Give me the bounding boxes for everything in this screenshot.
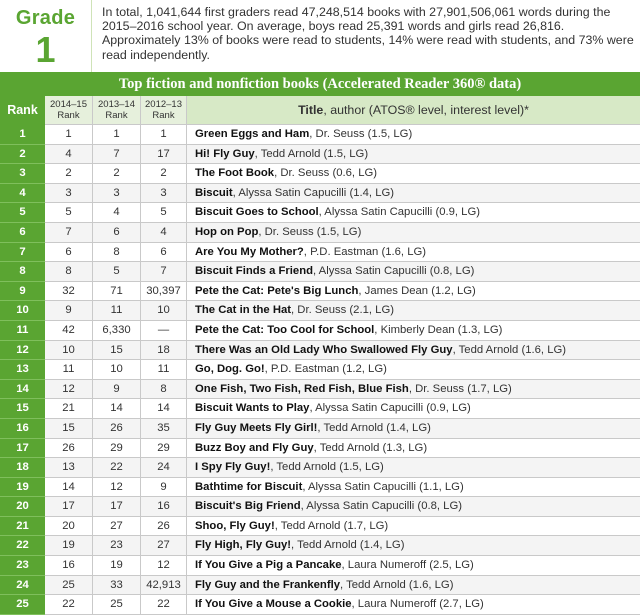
rank-2014-cell: 42: [45, 320, 93, 340]
title-cell: [187, 340, 640, 360]
title-cell: [187, 203, 640, 223]
book-author-info: , Dr. Seuss (1.7, LG): [409, 383, 512, 395]
header-title-rest: , author (ATOS® level, interest level)*: [323, 103, 529, 117]
rank-2013-cell: 25: [93, 595, 141, 615]
book-title: One Fish, Two Fish, Red Fish, Blue Fish: [195, 383, 409, 395]
rank-cell: 1: [1, 125, 45, 145]
rank-2012-cell: 27: [141, 536, 187, 556]
book-title: I Spy Fly Guy!: [195, 461, 270, 473]
rank-2013-cell: 8: [93, 242, 141, 262]
rank-2014-cell: 16: [45, 556, 93, 576]
rank-2012-cell: 17: [141, 144, 187, 164]
rank-2014-cell: 17: [45, 497, 93, 517]
header-rank: Rank: [1, 96, 45, 125]
book-title: Biscuit Finds a Friend: [195, 265, 313, 277]
header-2013-rank: [93, 96, 141, 125]
rank-cell: 20: [1, 497, 45, 517]
book-author-info: , James Dean (1.2, LG): [358, 285, 475, 297]
rank-2012-cell: 5: [141, 203, 187, 223]
table-row: [1, 418, 640, 438]
rank-2012-cell: 6: [141, 242, 187, 262]
rank-2014-cell: 20: [45, 516, 93, 536]
rank-2014-cell: 4: [45, 144, 93, 164]
title-cell: [187, 497, 640, 517]
rank-cell: 21: [1, 516, 45, 536]
table-row: [1, 477, 640, 497]
book-title: Biscuit Goes to School: [195, 206, 319, 218]
rank-2012-cell: 3: [141, 183, 187, 203]
rank-2012-cell: 35: [141, 418, 187, 438]
rank-2013-cell: 33: [93, 575, 141, 595]
book-author-info: , Dr. Seuss (1.5, LG): [258, 226, 361, 238]
header-2014-label: Rank: [45, 110, 92, 121]
header-2014-rank: [45, 96, 93, 125]
book-author-info: , Alyssa Satin Capucilli (0.9, LG): [309, 402, 470, 414]
rank-2012-cell: 2: [141, 164, 187, 184]
rank-2013-cell: 4: [93, 203, 141, 223]
header-2012-rank: [141, 96, 187, 125]
book-title: Bathtime for Biscuit: [195, 481, 302, 493]
title-cell: [187, 575, 640, 595]
table-row: [1, 164, 640, 184]
rank-2013-cell: 6: [93, 222, 141, 242]
book-author-info: , Tedd Arnold (1.4, LG): [317, 422, 430, 434]
rank-2014-cell: 5: [45, 203, 93, 223]
rank-2014-cell: 15: [45, 418, 93, 438]
rank-2014-cell: 2: [45, 164, 93, 184]
rank-2014-cell: 25: [45, 575, 93, 595]
rank-cell: 14: [1, 379, 45, 399]
rank-2012-cell: —: [141, 320, 187, 340]
book-title: Biscuit's Big Friend: [195, 500, 301, 512]
rank-cell: 8: [1, 262, 45, 282]
table-row: [1, 183, 640, 203]
book-author-info: , Alyssa Satin Capucilli (0.8, LG): [301, 500, 462, 512]
rank-cell: 12: [1, 340, 45, 360]
rank-cell: 3: [1, 164, 45, 184]
book-title: Biscuit Wants to Play: [195, 402, 309, 414]
rank-2014-cell: 6: [45, 242, 93, 262]
book-title: If You Give a Pig a Pancake: [195, 559, 342, 571]
book-title: Fly High, Fly Guy!: [195, 539, 291, 551]
book-title: Fly Guy and the Frankenfly: [195, 579, 340, 591]
table-row: [1, 301, 640, 321]
title-cell: [187, 183, 640, 203]
book-author-info: , Tedd Arnold (1.6, LG): [340, 579, 453, 591]
rank-2013-cell: 19: [93, 556, 141, 576]
rank-cell: 10: [1, 301, 45, 321]
title-cell: [187, 516, 640, 536]
rank-2013-cell: 5: [93, 262, 141, 282]
book-author-info: , P.D. Eastman (1.2, LG): [265, 363, 387, 375]
book-author-info: , P.D. Eastman (1.6, LG): [304, 246, 426, 258]
title-cell: [187, 262, 640, 282]
rank-2012-cell: 7: [141, 262, 187, 282]
book-title: Fly Guy Meets Fly Girl!: [195, 422, 317, 434]
rank-2012-cell: 10: [141, 301, 187, 321]
rank-cell: 9: [1, 281, 45, 301]
book-title: Pete the Cat: Pete's Big Lunch: [195, 285, 358, 297]
title-cell: [187, 242, 640, 262]
header-2014-year: 2014–15: [45, 99, 92, 110]
book-author-info: , Alyssa Satin Capucilli (1.4, LG): [233, 187, 394, 199]
book-author-info: , Tedd Arnold (1.4, LG): [291, 539, 404, 551]
table-row: [1, 262, 640, 282]
book-title: Shoo, Fly Guy!: [195, 520, 275, 532]
table-row: [1, 281, 640, 301]
book-author-info: , Tedd Arnold (1.3, LG): [314, 442, 427, 454]
table-row: [1, 399, 640, 419]
rank-2013-cell: 26: [93, 418, 141, 438]
book-author-info: , Alyssa Satin Capucilli (0.9, LG): [319, 206, 480, 218]
rank-2012-cell: 24: [141, 458, 187, 478]
table-row: [1, 144, 640, 164]
grade-number: 1: [35, 32, 55, 68]
rank-cell: 16: [1, 418, 45, 438]
rank-2014-cell: 8: [45, 262, 93, 282]
rank-2012-cell: 29: [141, 438, 187, 458]
rank-cell: 2: [1, 144, 45, 164]
rank-cell: 7: [1, 242, 45, 262]
book-author-info: , Tedd Arnold (1.5, LG): [255, 148, 368, 160]
table-row: [1, 379, 640, 399]
header-2012-label: Rank: [141, 110, 186, 121]
rank-2013-cell: 10: [93, 360, 141, 380]
header: [0, 0, 640, 72]
rank-2014-cell: 7: [45, 222, 93, 242]
rank-cell: 19: [1, 477, 45, 497]
book-title: If You Give a Mouse a Cookie: [195, 598, 352, 610]
rank-2014-cell: 3: [45, 183, 93, 203]
book-author-info: , Alyssa Satin Capucilli (0.8, LG): [313, 265, 474, 277]
rank-2014-cell: 22: [45, 595, 93, 615]
book-title: Hop on Pop: [195, 226, 258, 238]
rank-cell: 22: [1, 536, 45, 556]
title-cell: [187, 556, 640, 576]
rank-2012-cell: 12: [141, 556, 187, 576]
title-cell: [187, 301, 640, 321]
book-title: Pete the Cat: Too Cool for School: [195, 324, 374, 336]
header-2013-label: Rank: [93, 110, 140, 121]
rank-2012-cell: 18: [141, 340, 187, 360]
table-row: [1, 595, 640, 615]
rank-cell: 11: [1, 320, 45, 340]
rank-2012-cell: 8: [141, 379, 187, 399]
rank-cell: 13: [1, 360, 45, 380]
book-title: Are You My Mother?: [195, 246, 304, 258]
title-cell: [187, 477, 640, 497]
rank-2012-cell: 4: [141, 222, 187, 242]
rank-cell: 5: [1, 203, 45, 223]
rank-2013-cell: 23: [93, 536, 141, 556]
title-cell: [187, 320, 640, 340]
rank-2013-cell: 29: [93, 438, 141, 458]
book-author-info: , Tedd Arnold (1.5, LG): [270, 461, 383, 473]
book-title: Buzz Boy and Fly Guy: [195, 442, 314, 454]
header-title-bold: Title: [298, 103, 323, 117]
table-row: [1, 458, 640, 478]
rank-2014-cell: 21: [45, 399, 93, 419]
rank-cell: 4: [1, 183, 45, 203]
rank-2013-cell: 15: [93, 340, 141, 360]
rank-2012-cell: 26: [141, 516, 187, 536]
rank-2014-cell: 10: [45, 340, 93, 360]
rank-2013-cell: 6,330: [93, 320, 141, 340]
grade-label: Grade: [16, 8, 75, 28]
rank-2014-cell: 32: [45, 281, 93, 301]
rank-2013-cell: 22: [93, 458, 141, 478]
book-title: The Cat in the Hat: [195, 304, 291, 316]
rank-2013-cell: 2: [93, 164, 141, 184]
rank-2012-cell: 14: [141, 399, 187, 419]
table-row: [1, 242, 640, 262]
rank-cell: 25: [1, 595, 45, 615]
rank-2012-cell: 30,397: [141, 281, 187, 301]
rank-2013-cell: 3: [93, 183, 141, 203]
title-cell: [187, 438, 640, 458]
title-cell: [187, 379, 640, 399]
title-cell: [187, 418, 640, 438]
book-title: Biscuit: [195, 187, 233, 199]
book-title: Go, Dog. Go!: [195, 363, 265, 375]
rank-cell: 23: [1, 556, 45, 576]
rank-2013-cell: 1: [93, 125, 141, 145]
book-author-info: , Dr. Seuss (2.1, LG): [291, 304, 394, 316]
rank-2013-cell: 9: [93, 379, 141, 399]
header-2013-year: 2013–14: [93, 99, 140, 110]
rank-2014-cell: 11: [45, 360, 93, 380]
rank-2012-cell: 11: [141, 360, 187, 380]
title-cell: [187, 222, 640, 242]
rank-2013-cell: 71: [93, 281, 141, 301]
book-title: Green Eggs and Ham: [195, 128, 309, 140]
table-row: [1, 125, 640, 145]
table-row: [1, 536, 640, 556]
rank-2013-cell: 7: [93, 144, 141, 164]
book-title: The Foot Book: [195, 167, 274, 179]
title-cell: [187, 360, 640, 380]
table-row: [1, 360, 640, 380]
rank-2013-cell: 14: [93, 399, 141, 419]
rank-2012-cell: 9: [141, 477, 187, 497]
rank-2013-cell: 11: [93, 301, 141, 321]
rank-2012-cell: 42,913: [141, 575, 187, 595]
rank-2014-cell: 13: [45, 458, 93, 478]
table-row: [1, 203, 640, 223]
book-author-info: , Laura Numeroff (2.5, LG): [342, 559, 474, 571]
book-title: There Was an Old Lady Who Swallowed Fly Guy: [195, 344, 453, 356]
rank-cell: 15: [1, 399, 45, 419]
rank-2014-cell: 14: [45, 477, 93, 497]
rank-2014-cell: 19: [45, 536, 93, 556]
table-header-row: [1, 96, 640, 125]
grade-badge: [0, 0, 92, 72]
rank-cell: 6: [1, 222, 45, 242]
rank-2012-cell: 22: [141, 595, 187, 615]
rank-2013-cell: 27: [93, 516, 141, 536]
rank-2012-cell: 16: [141, 497, 187, 517]
books-table: [0, 96, 640, 615]
table-row: [1, 497, 640, 517]
rank-cell: 18: [1, 458, 45, 478]
table-row: [1, 516, 640, 536]
title-cell: [187, 164, 640, 184]
header-2012-year: 2012–13: [141, 99, 186, 110]
rank-2014-cell: 9: [45, 301, 93, 321]
book-author-info: , Alyssa Satin Capucilli (1.1, LG): [302, 481, 463, 493]
rank-2014-cell: 12: [45, 379, 93, 399]
book-author-info: , Tedd Arnold (1.6, LG): [453, 344, 566, 356]
table-row: [1, 222, 640, 242]
rank-2013-cell: 17: [93, 497, 141, 517]
title-cell: [187, 458, 640, 478]
intro-paragraph: In total, 1,041,644 first graders read 47,248,514 books with 27,901,506,061 words during the 2015–2016 school year. On average, boys read 25,391 words and girls read 26,816. Approximately 13% of books were read to students, 14% were read with students, and 73% were read independently.: [92, 0, 640, 72]
title-cell: [187, 281, 640, 301]
book-title: Hi! Fly Guy: [195, 148, 255, 160]
table-row: [1, 438, 640, 458]
rank-2012-cell: 1: [141, 125, 187, 145]
book-author-info: , Dr. Seuss (1.5, LG): [309, 128, 412, 140]
title-cell: [187, 125, 640, 145]
rank-cell: 24: [1, 575, 45, 595]
book-author-info: , Tedd Arnold (1.7, LG): [275, 520, 388, 532]
table-row: [1, 575, 640, 595]
table-banner: Top fiction and nonfiction books (Accelerated Reader 360® data): [0, 72, 640, 96]
title-cell: [187, 536, 640, 556]
rank-cell: 17: [1, 438, 45, 458]
rank-2014-cell: 1: [45, 125, 93, 145]
title-cell: [187, 595, 640, 615]
title-cell: [187, 399, 640, 419]
book-author-info: , Dr. Seuss (0.6, LG): [274, 167, 377, 179]
rank-2014-cell: 26: [45, 438, 93, 458]
table-row: [1, 340, 640, 360]
table-row: [1, 320, 640, 340]
book-author-info: , Kimberly Dean (1.3, LG): [374, 324, 502, 336]
header-title: [187, 96, 640, 125]
title-cell: [187, 144, 640, 164]
table-row: [1, 556, 640, 576]
book-author-info: , Laura Numeroff (2.7, LG): [352, 598, 484, 610]
rank-2013-cell: 12: [93, 477, 141, 497]
